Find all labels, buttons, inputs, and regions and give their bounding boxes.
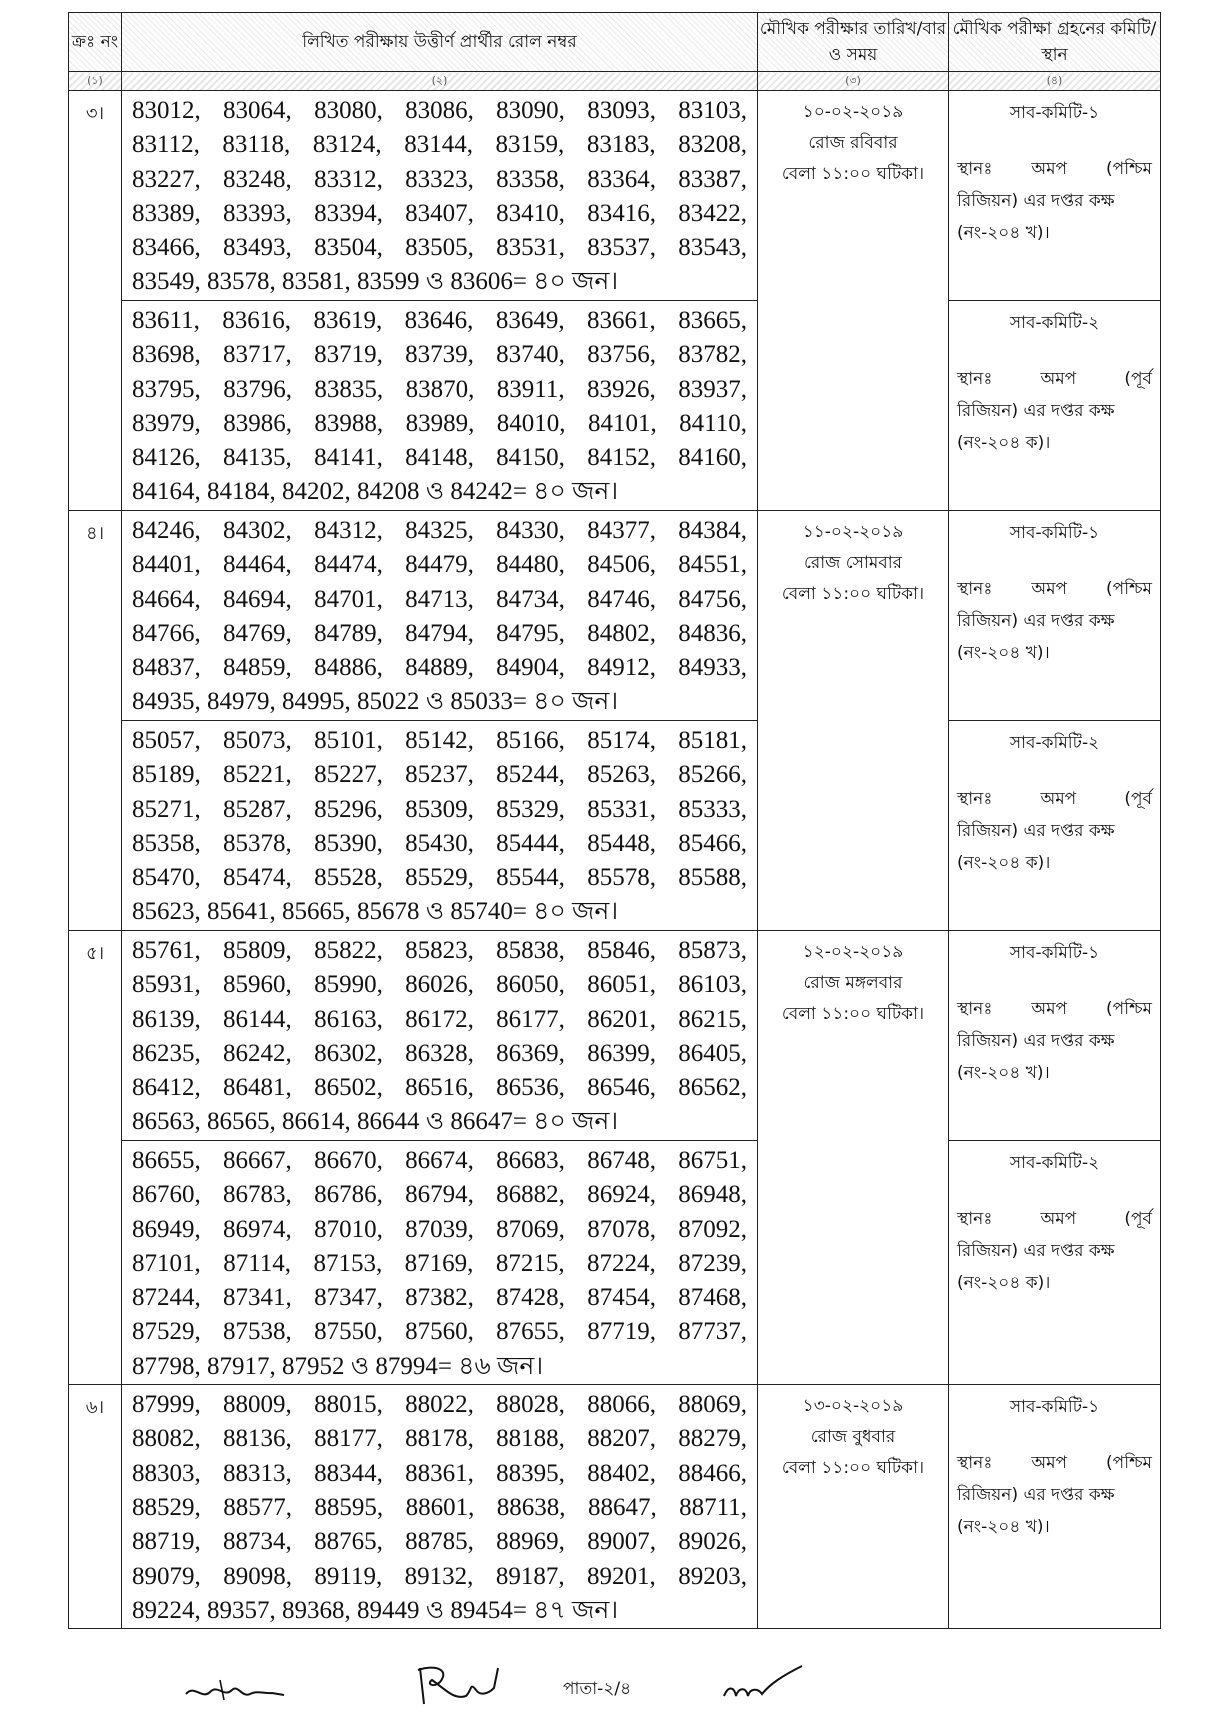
committee-cell bbox=[949, 931, 1161, 1141]
roll-numbers-line: 85271, 85287, 85296, 85309, 85329, 85331, 85333, bbox=[132, 795, 747, 823]
committee-cell bbox=[949, 1385, 1161, 1629]
committee-place: স্থানঃ অমপ (পূর্ব bbox=[957, 1209, 1152, 1229]
committee-place-region: রিজিয়ন) এর দপ্তর কক্ষ bbox=[957, 1031, 1115, 1051]
column-number: (১) bbox=[69, 72, 122, 91]
roll-numbers-line: 86139, 86144, 86163, 86172, 86177, 86201, 86215, bbox=[132, 1005, 747, 1033]
roll-numbers-line: 83698, 83717, 83719, 83739, 83740, 83756, 83782, bbox=[132, 341, 747, 369]
page-footer bbox=[0, 1660, 1215, 1720]
committee-place-region: রিজিয়ন) এর দপ্তর কক্ষ bbox=[957, 1485, 1115, 1506]
roll-numbers-line: 84664, 84694, 84701, 84713, 84734, 84746, 84756, bbox=[132, 585, 747, 613]
viva-date: ১৩-০২-২০১৯ bbox=[802, 1396, 904, 1417]
committee-room-number: (নং-২০৪ খ)। bbox=[957, 1063, 1050, 1083]
roll-numbers-line: 83795, 83796, 83835, 83870, 83911, 83926, 83937, bbox=[132, 375, 747, 403]
serial-number: ৪। bbox=[69, 511, 122, 931]
schedule-row bbox=[69, 721, 1161, 931]
viva-date-cell bbox=[758, 1385, 949, 1629]
subcommittee-title: সাব-কমিটি-২ bbox=[1009, 733, 1100, 753]
roll-numbers-line: 87529, 87538, 87550, 87560, 87655, 87719, 87737, bbox=[132, 1318, 747, 1346]
roll-numbers-line: 83012, 83064, 83080, 83086, 83090, 83093, 83103, bbox=[132, 97, 747, 124]
roll-numbers-line: 86235, 86242, 86302, 86328, 86369, 86399, 86405, bbox=[132, 1039, 747, 1067]
roll-numbers-line: 84401, 84464, 84474, 84479, 84480, 84506, 84551, bbox=[132, 551, 747, 579]
schedule-row bbox=[69, 931, 1161, 1141]
committee-place: স্থানঃ অমপ (পশ্চিম bbox=[957, 579, 1152, 599]
serial-number: ৬। bbox=[69, 1385, 122, 1629]
header-rolls: লিখিত পরীক্ষায় উত্তীর্ণ প্রার্থীর রোল নম্বর bbox=[122, 13, 758, 72]
committee-place: স্থানঃ অমপ (পশ্চিম bbox=[957, 159, 1152, 179]
viva-date: ১১-০২-২০১৯ bbox=[802, 522, 904, 542]
column-number: (৪) bbox=[949, 72, 1161, 91]
header-sl: ক্রঃ নং bbox=[69, 13, 122, 72]
roll-numbers-line: 87244, 87341, 87347, 87382, 87428, 87454, 87468, bbox=[132, 1284, 747, 1312]
subcommittee-title: সাব-কমিটি-১ bbox=[1009, 943, 1100, 963]
header-committee: মৌখিক পরীক্ষা গ্রহনের কমিটি/স্থান bbox=[949, 13, 1161, 72]
schedule-row bbox=[69, 301, 1161, 511]
committee-place: স্থানঃ অমপ (পশ্চিম bbox=[957, 1453, 1152, 1474]
schedule-row bbox=[69, 1141, 1161, 1385]
committee-cell bbox=[949, 511, 1161, 721]
roll-numbers-line: 85189, 85221, 85227, 85237, 85244, 85263, 85266, bbox=[132, 761, 747, 789]
viva-time: বেলা ১১:০০ ঘটিকা। bbox=[781, 1458, 925, 1479]
table-header-row bbox=[69, 13, 1161, 72]
viva-date: ১০-০২-২০১৯ bbox=[802, 102, 904, 122]
roll-numbers-line: 89224, 89357, 89368, 89449 ও 89454= ৪৭ জন। bbox=[132, 1596, 619, 1624]
viva-date: ১২-০২-২০১৯ bbox=[802, 942, 904, 962]
viva-time: বেলা ১১:০০ ঘটিকা। bbox=[781, 164, 925, 184]
committee-room-number: (নং-২০৪ ক)। bbox=[957, 1273, 1051, 1293]
roll-numbers-line: 83549, 83578, 83581, 83599 ও 83606= ৪০ জন। bbox=[132, 268, 619, 296]
viva-day: রোজ মঙ্গলবার bbox=[803, 973, 903, 993]
committee-room-number: (নং-২০৪ খ)। bbox=[957, 643, 1050, 663]
committee-place-region: রিজিয়ন) এর দপ্তর কক্ষ bbox=[957, 1241, 1115, 1261]
roll-numbers-cell bbox=[122, 1141, 758, 1385]
roll-numbers-line: 84766, 84769, 84789, 84794, 84795, 84802, 84836, bbox=[132, 619, 747, 647]
roll-numbers-line: 87101, 87114, 87153, 87169, 87215, 87224, 87239, bbox=[132, 1249, 747, 1277]
subcommittee-title: সাব-কমিটি-২ bbox=[1009, 1153, 1100, 1173]
roll-numbers-line: 83466, 83493, 83504, 83505, 83531, 83537, 83543, bbox=[132, 234, 747, 262]
signature-2 bbox=[410, 1660, 510, 1710]
serial-number: ৩। bbox=[69, 91, 122, 511]
roll-numbers-line: 88303, 88313, 88344, 88361, 88395, 88402, 88466, bbox=[132, 1459, 747, 1487]
schedule-row bbox=[69, 511, 1161, 721]
column-number: (২) bbox=[122, 72, 758, 91]
roll-numbers-line: 87999, 88009, 88015, 88022, 88028, 88066, 88069, bbox=[132, 1391, 747, 1419]
document-page bbox=[68, 12, 1160, 1629]
roll-numbers-cell bbox=[122, 721, 758, 931]
roll-numbers-line: 83979, 83986, 83988, 83989, 84010, 84101, 84110, bbox=[132, 409, 747, 437]
viva-time: বেলা ১১:০০ ঘটিকা। bbox=[781, 584, 925, 604]
committee-place: স্থানঃ অমপ (পূর্ব bbox=[957, 789, 1152, 809]
committee-room-number: (নং-২০৪ ক)। bbox=[957, 433, 1051, 453]
schedule-row bbox=[69, 91, 1161, 301]
roll-numbers-line: 86949, 86974, 87010, 87039, 87069, 87078, 87092, bbox=[132, 1215, 747, 1243]
subcommittee-title: সাব-কমিটি-২ bbox=[1009, 313, 1100, 333]
roll-numbers-cell bbox=[122, 511, 758, 721]
committee-place-region: রিজিয়ন) এর দপ্তর কক্ষ bbox=[957, 401, 1115, 421]
roll-numbers-line: 85470, 85474, 85528, 85529, 85544, 85578, 85588, bbox=[132, 864, 747, 892]
committee-room-number: (নং-২০৪ খ)। bbox=[957, 223, 1050, 243]
roll-numbers-line: 86563, 86565, 86614, 86644 ও 86647= ৪০ জন। bbox=[132, 1108, 619, 1136]
column-number-row bbox=[69, 72, 1161, 91]
roll-numbers-line: 84837, 84859, 84886, 84889, 84904, 84912, 84933, bbox=[132, 654, 747, 682]
page-number: পাতা-২/৪ bbox=[563, 1679, 632, 1699]
viva-date-cell bbox=[758, 511, 949, 931]
roll-numbers-line: 84246, 84302, 84312, 84325, 84330, 84377, 84384, bbox=[132, 517, 747, 544]
viva-date-cell bbox=[758, 931, 949, 1385]
roll-numbers-line: 84164, 84184, 84202, 84208 ও 84242= ৪০ জন। bbox=[132, 478, 619, 506]
roll-numbers-line: 83389, 83393, 83394, 83407, 83410, 83416, 83422, bbox=[132, 199, 747, 227]
roll-numbers-cell bbox=[122, 91, 758, 301]
committee-cell bbox=[949, 721, 1161, 931]
viva-schedule-table bbox=[68, 12, 1161, 1629]
roll-numbers-line: 88719, 88734, 88765, 88785, 88969, 89007, 89026, bbox=[132, 1528, 747, 1556]
committee-place: স্থানঃ অমপ (পূর্ব bbox=[957, 369, 1152, 389]
roll-numbers-line: 89079, 89098, 89119, 89132, 89187, 89201, 89203, bbox=[132, 1562, 747, 1590]
subcommittee-title: সাব-কমিটি-১ bbox=[1009, 523, 1100, 543]
roll-numbers-line: 85931, 85960, 85990, 86026, 86050, 86051, 86103, bbox=[132, 971, 747, 999]
committee-place: স্থানঃ অমপ (পশ্চিম bbox=[957, 999, 1152, 1019]
roll-numbers-line: 85761, 85809, 85822, 85823, 85838, 85846, 85873, bbox=[132, 937, 747, 964]
viva-day: রোজ সোমবার bbox=[803, 553, 903, 573]
subcommittee-title: সাব-কমিটি-১ bbox=[1009, 1397, 1100, 1418]
committee-cell bbox=[949, 301, 1161, 511]
viva-day: রোজ রবিবার bbox=[808, 133, 898, 153]
schedule-row bbox=[69, 1385, 1161, 1629]
serial-number: ৫। bbox=[69, 931, 122, 1385]
committee-room-number: (নং-২০৪ ক)। bbox=[957, 853, 1051, 873]
committee-cell bbox=[949, 1141, 1161, 1385]
roll-numbers-cell bbox=[122, 931, 758, 1141]
roll-numbers-line: 88529, 88577, 88595, 88601, 88638, 88647, 88711, bbox=[132, 1493, 747, 1521]
roll-numbers-line: 83611, 83616, 83619, 83646, 83649, 83661, 83665, bbox=[132, 307, 747, 334]
committee-place-region: রিজিয়ন) এর দপ্তর কক্ষ bbox=[957, 191, 1115, 211]
header-date: মৌখিক পরীক্ষার তারিখ/বার ও সময় bbox=[758, 13, 949, 72]
viva-day: রোজ বুধবার bbox=[810, 1427, 896, 1448]
roll-numbers-line: 84935, 84979, 84995, 85022 ও 85033= ৪০ জন। bbox=[132, 688, 619, 716]
roll-numbers-line: 86655, 86667, 86670, 86674, 86683, 86748, 86751, bbox=[132, 1147, 747, 1174]
committee-cell bbox=[949, 91, 1161, 301]
committee-place-region: রিজিয়ন) এর দপ্তর কক্ষ bbox=[957, 821, 1115, 841]
roll-numbers-line: 85623, 85641, 85665, 85678 ও 85740= ৪০ জন। bbox=[132, 898, 619, 926]
table-body bbox=[69, 91, 1161, 1629]
roll-numbers-line: 85057, 85073, 85101, 85142, 85166, 85174, 85181, bbox=[132, 727, 747, 754]
committee-room-number: (নং-২০৪ খ)। bbox=[957, 1517, 1050, 1538]
committee-place-region: রিজিয়ন) এর দপ্তর কক্ষ bbox=[957, 611, 1115, 631]
roll-numbers-line: 86412, 86481, 86502, 86516, 86536, 86546, 86562, bbox=[132, 1074, 747, 1102]
roll-numbers-line: 88082, 88136, 88177, 88178, 88188, 88207, 88279, bbox=[132, 1425, 747, 1453]
roll-numbers-cell bbox=[122, 1385, 758, 1629]
signature-3 bbox=[720, 1662, 810, 1706]
viva-time: বেলা ১১:০০ ঘটিকা। bbox=[781, 1004, 925, 1024]
viva-date-cell bbox=[758, 91, 949, 511]
roll-numbers-line: 87798, 87917, 87952 ও 87994= ৪৬ জন। bbox=[132, 1352, 544, 1380]
roll-numbers-line: 83227, 83248, 83312, 83323, 83358, 83364, 83387, bbox=[132, 165, 747, 193]
subcommittee-title: সাব-কমিটি-১ bbox=[1009, 103, 1100, 123]
signature-1 bbox=[180, 1664, 290, 1708]
roll-numbers-cell bbox=[122, 301, 758, 511]
roll-numbers-line: 86760, 86783, 86786, 86794, 86882, 86924, 86948, bbox=[132, 1181, 747, 1209]
column-number: (৩) bbox=[758, 72, 949, 91]
roll-numbers-line: 84126, 84135, 84141, 84148, 84150, 84152, 84160, bbox=[132, 444, 747, 472]
roll-numbers-line: 83112, 83118, 83124, 83144, 83159, 83183, 83208, bbox=[132, 131, 747, 159]
roll-numbers-line: 85358, 85378, 85390, 85430, 85444, 85448, 85466, bbox=[132, 829, 747, 857]
